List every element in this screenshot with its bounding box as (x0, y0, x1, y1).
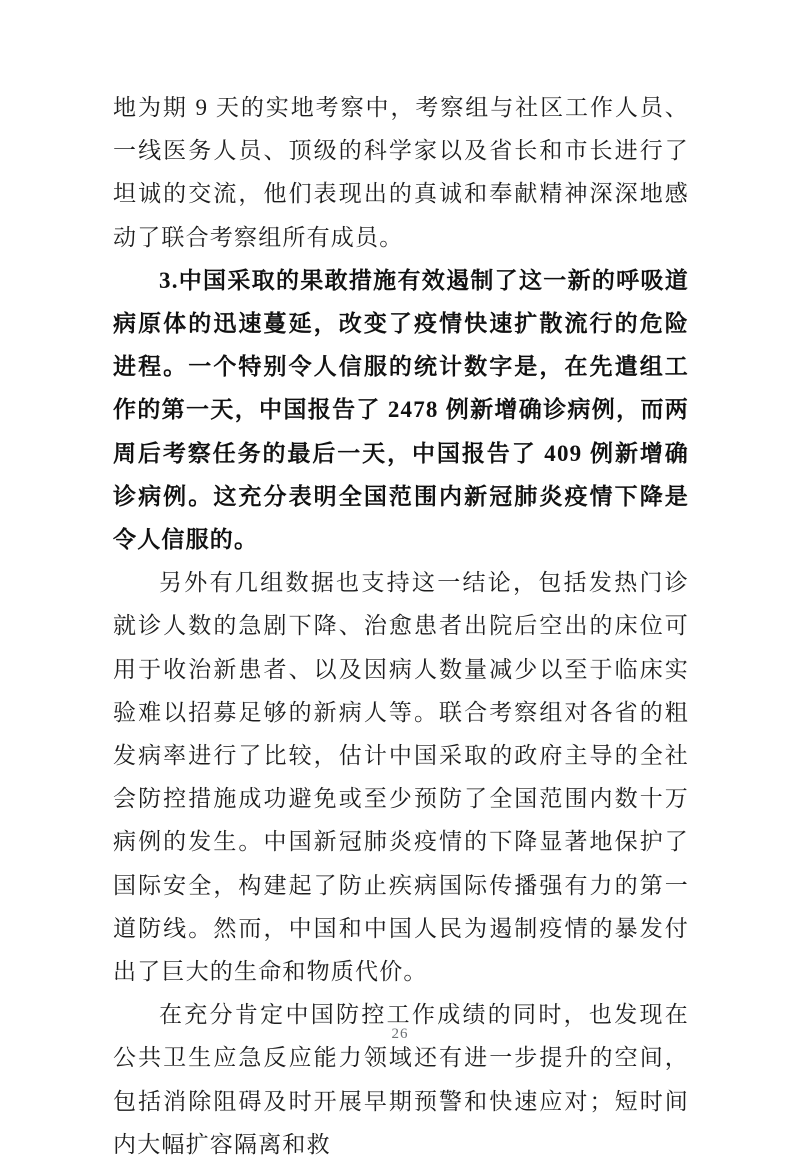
paragraph-continuation: 地为期 9 天的实地考察中，考察组与社区工作人员、一线医务人员、顶级的科学家以及省长和市长进行了坦诚的交流，他们表现出的真诚和奉献精神深深地感动了联合考察组所有成员。 (113, 95, 689, 250)
paragraph-improvement-areas: 在充分肯定中国防控工作成绩的同时，也发现在公共卫生应急反应能力领域还有进一步提升的空间，包括消除阻碍及时开展早期预警和快速应对；短时间内大幅扩容隔离和救 (113, 1002, 689, 1157)
page-number: 26 (391, 1026, 409, 1042)
paragraph-supporting-data: 另外有几组数据也支持这一结论，包括发热门诊就诊人数的急剧下降、治愈患者出院后空出的床位可用于收治新患者、以及因病人数量减少以至于临床实验难以招募足够的新病人等。联合考察组对各省的粗发病率进行了比较，估计中国采取的政府主导的全社会防控措施成功避免或至少预防了全国范围内数十万病例的发生。中国新冠肺炎疫情的下降显著地保护了国际安全，构建起了防止疾病国际传播强有力的第一道防线。然而，中国和中国人民为遏制疫情的暴发付出了巨大的生命和物质代价。 (113, 570, 689, 985)
page-body-text (113, 86, 689, 1166)
paragraph-point-3-bold: 3.中国采取的果敢措施有效遏制了这一新的呼吸道病原体的迅速蔓延，改变了疫情快速扩散流行的危险进程。一个特别令人信服的统计数字是，在先遣组工作的第一天，中国报告了 2478 例新增确诊病例，而两周后考察任务的最后一天，中国报告了 409 例新增确诊病例。这充分表明全国范围内新冠肺炎疫情下降是令人信服的。 (113, 267, 689, 553)
